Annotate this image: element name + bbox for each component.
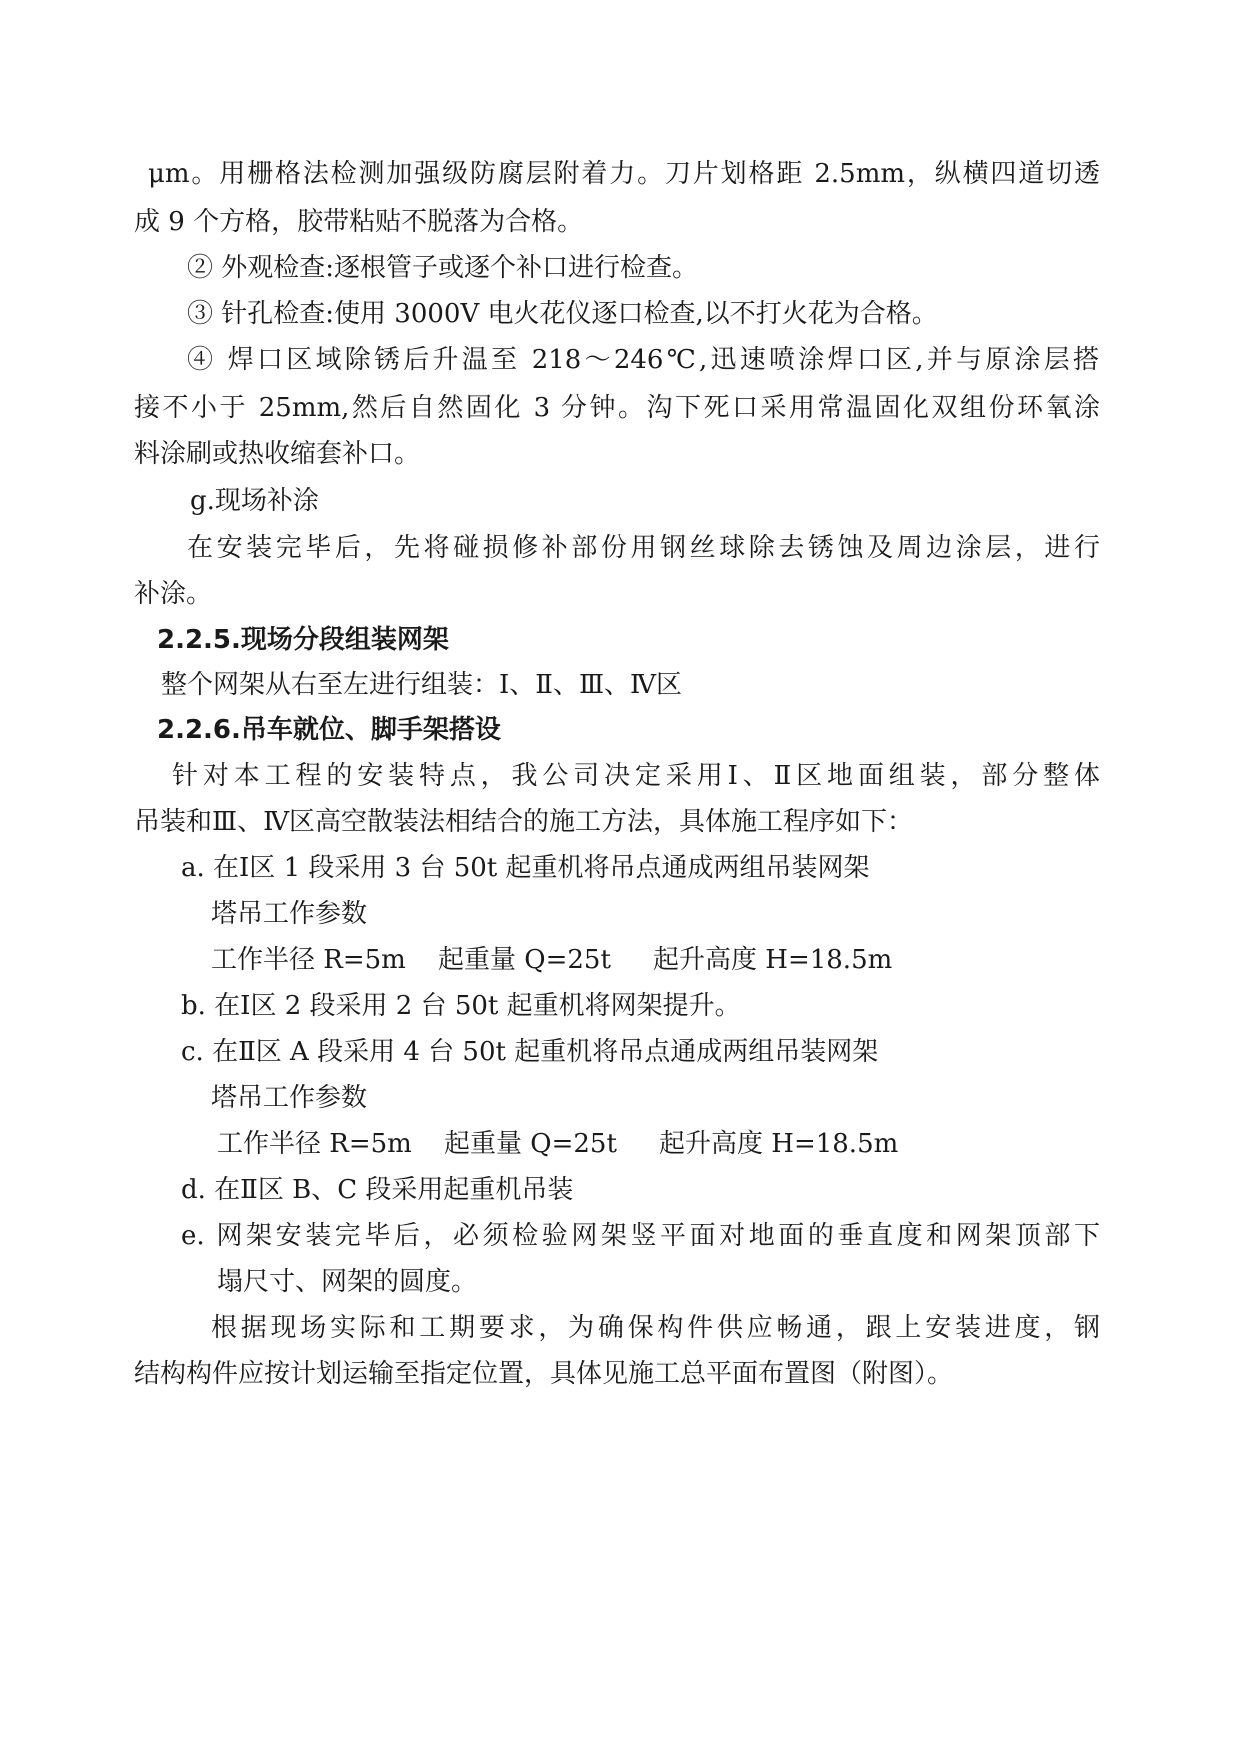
list-item-e: e. 网架安装完毕后，必须检验网架竖平面对地面的垂直度和网架顶部下 bbox=[181, 1221, 1100, 1251]
param-radius: 工作半径 R=5m bbox=[211, 945, 406, 975]
params-title: 塔吊工作参数 bbox=[211, 899, 368, 929]
paragraph-line: 接不小于 25mm,然后自然固化 3 分钟。沟下死口采用常温固化双组份环氧涂 bbox=[134, 393, 1100, 423]
section-heading: 2.2.6.吊车就位、脚手架搭设 bbox=[157, 715, 501, 745]
list-item-2: ② 外观检查:逐根管子或逐个补口进行检查。 bbox=[187, 253, 699, 283]
list-item-d: d. 在Ⅱ区 B、C 段采用起重机吊装 bbox=[181, 1175, 574, 1205]
paragraph-line: 料涂刷或热收缩套补口。 bbox=[134, 439, 421, 469]
paragraph-line: 整个网架从右至左进行组装：Ⅰ、Ⅱ、Ⅲ、Ⅳ区 bbox=[161, 670, 682, 700]
paragraph-line: 在安装完毕后，先将碰损修补部份用钢丝球除去锈蚀及周边涂层，进行 bbox=[187, 533, 1100, 563]
list-item-c: c. 在Ⅱ区 A 段采用 4 台 50t 起重机将吊点通成两组吊装网架 bbox=[181, 1037, 879, 1067]
paragraph-line: 塌尺寸、网架的圆度。 bbox=[217, 1267, 478, 1297]
paragraph-line: 针对本工程的安装特点，我公司决定采用Ⅰ、Ⅱ区地面组装，部分整体 bbox=[172, 761, 1100, 791]
paragraph-line: 结构构件应按计划运输至指定位置，具体见施工总平面布置图（附图）。 bbox=[134, 1359, 954, 1389]
param-load: 起重量 Q=25t bbox=[444, 1129, 617, 1159]
list-item-4: ④ 焊口区域除锈后升温至 218～246℃,迅速喷涂焊口区,并与原涂层搭 bbox=[187, 345, 1099, 375]
paragraph-line: 吊装和Ⅲ、Ⅳ区高空散装法相结合的施工方法，具体施工程序如下： bbox=[134, 807, 914, 837]
param-height: 起升高度 H=18.5m bbox=[659, 1129, 899, 1159]
paragraph-line: 根据现场实际和工期要求，为确保构件供应畅通，跟上安装进度，钢 bbox=[211, 1313, 1100, 1343]
list-item-b: b. 在Ⅰ区 2 段采用 2 台 50t 起重机将网架提升。 bbox=[181, 991, 741, 1021]
param-height: 起升高度 H=18.5m bbox=[653, 945, 893, 975]
section-heading: 2.2.5.现场分段组装网架 bbox=[157, 625, 449, 655]
param-radius: 工作半径 R=5m bbox=[217, 1129, 412, 1159]
paragraph-line: 补涂。 bbox=[134, 579, 213, 609]
paragraph-line: μm。用栅格法检测加强级防腐层附着力。刀片划格距 2.5mm，纵横四道切透 bbox=[148, 159, 1100, 189]
list-item-a: a. 在Ⅰ区 1 段采用 3 台 50t 起重机将吊点通成两组吊装网架 bbox=[181, 853, 870, 883]
list-item-3: ③ 针孔检查:使用 3000V 电火花仪逐口检查,以不打火花为合格。 bbox=[187, 299, 938, 329]
param-load: 起重量 Q=25t bbox=[438, 945, 611, 975]
params-title: 塔吊工作参数 bbox=[211, 1083, 368, 1113]
paragraph-line: 成 9 个方格，胶带粘贴不脱落为合格。 bbox=[134, 207, 584, 237]
subsection-title: g.现场补涂 bbox=[190, 486, 319, 516]
